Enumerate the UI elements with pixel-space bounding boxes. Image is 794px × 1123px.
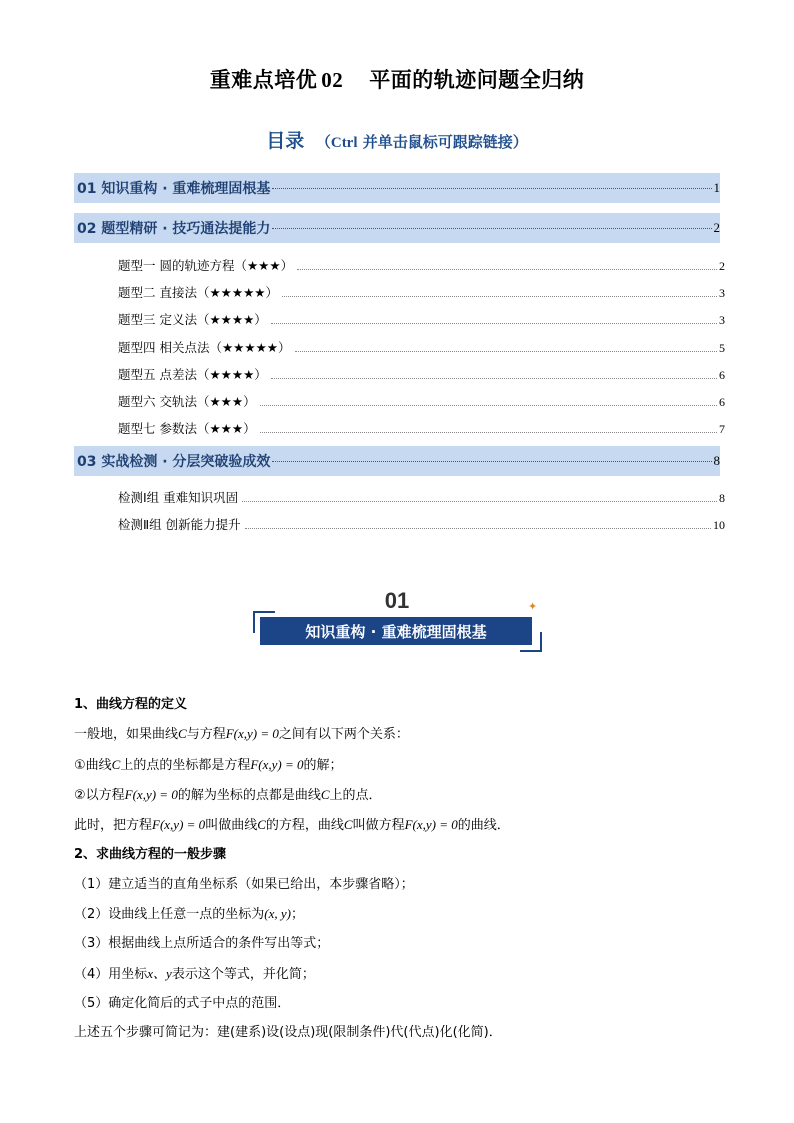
paragraph-relation-2: [74, 780, 724, 810]
toc-item-type4[interactable]: [118, 338, 725, 356]
text: ①曲线: [74, 757, 112, 773]
summary: 上述五个步骤可简记为：建(建系)设(设点)现(限制条件)代(代点)化(化简)．: [74, 1025, 502, 1041]
text: （4）用坐标: [74, 966, 148, 982]
toc-item-type1[interactable]: [118, 256, 725, 274]
toc-section-01[interactable]: [74, 173, 720, 203]
math-c: C: [343, 817, 353, 833]
toc-page-number: 1: [713, 180, 720, 195]
toc-page-number: 2: [713, 220, 720, 235]
toc-item-label: 检测Ⅱ组 创新能力提升: [118, 517, 241, 532]
content-body: [74, 690, 724, 1048]
text: 叫做方程: [352, 818, 405, 834]
toc-page-number: 5: [719, 341, 725, 355]
toc-page-number: 8: [719, 491, 725, 505]
paragraph-definition: [74, 719, 724, 749]
text: 此时，把方程: [74, 818, 153, 834]
paragraph-conclusion: [74, 810, 724, 840]
text: 与方程: [186, 727, 226, 743]
paragraph-relation-1: [74, 750, 724, 780]
text: 的解；: [303, 757, 343, 773]
toc-item-label: 题型六 交轨法（★★★）: [118, 394, 256, 409]
toc-item-label: 题型四 相关点法（★★★★★）: [118, 340, 291, 355]
toc-item-type5[interactable]: [118, 365, 725, 383]
math-f: F(x,y) = 0: [250, 756, 304, 772]
toc-item-test1[interactable]: [118, 488, 725, 506]
text: 上的点．: [329, 787, 382, 803]
toc-page-number: 2: [719, 259, 725, 273]
math-x-y: x、y: [147, 965, 172, 981]
text: 的解为坐标的点都是曲线: [177, 787, 321, 803]
step-4: [74, 959, 724, 989]
toc-item-label: 题型一 圆的轨迹方程（★★★）: [118, 258, 294, 273]
math-xy: (x, y): [264, 906, 291, 922]
toc-page-number: 3: [719, 313, 725, 327]
toc-note-rest: 并单击鼠标可跟踪链接）: [357, 133, 528, 151]
toc-page-number: 6: [719, 395, 725, 409]
toc-section-label: 01 知识重构 · 重难梳理固根基: [77, 181, 271, 197]
math-f: F(x,y) = 0: [404, 817, 458, 833]
toc-note: [316, 133, 528, 151]
toc-item-label: 题型五 点差法（★★★★）: [118, 367, 267, 382]
text: 上的点的坐标都是方程: [120, 757, 251, 773]
toc-note-ctrl: Ctrl: [330, 135, 358, 151]
text: 表示这个等式，并化简；: [171, 966, 315, 982]
step-1: （1）建立适当的直角坐标系（如果已给出，本步骤省略）；: [74, 876, 414, 892]
text: （2）设曲线上任意一点的坐标为: [74, 907, 265, 923]
toc-note-open: （: [315, 133, 331, 151]
math-f: F(x,y) = 0: [225, 726, 279, 742]
sparkle-icon: ✦: [528, 600, 538, 613]
math-c: C: [257, 817, 266, 833]
toc-item-label: 题型三 定义法（★★★★）: [118, 312, 267, 327]
step-5: （5）确定化简后的式子中点的范围．: [74, 995, 291, 1011]
toc-heading: [0, 126, 794, 153]
toc-page-number: 10: [713, 518, 725, 532]
toc-item-type6[interactable]: [118, 392, 725, 410]
heading-general-steps: 2、求曲线方程的一般步骤: [74, 847, 227, 863]
title-part1: 重难点培优: [209, 68, 318, 92]
toc-item-label: 题型七 参数法（★★★）: [118, 421, 256, 436]
heading-curve-equation-definition: 1、曲线方程的定义: [74, 697, 188, 712]
toc-page-number: 7: [719, 422, 725, 436]
text: ；: [290, 907, 304, 923]
math-f: F(x,y) = 0: [124, 786, 178, 802]
text: 的曲线．: [457, 818, 510, 834]
step-2: [74, 899, 724, 929]
math-f: F(x,y) = 0: [152, 817, 206, 833]
title-number: 02: [321, 68, 344, 92]
toc-item-type2[interactable]: [118, 283, 725, 301]
toc-item-label: 题型二 直接法（★★★★★）: [118, 285, 279, 300]
text: 之间有以下两个关系：: [278, 727, 409, 743]
toc-item-test2[interactable]: [118, 515, 725, 533]
toc-item-type3[interactable]: [118, 310, 725, 328]
toc-page-number: 8: [713, 453, 720, 468]
title-part2: 平面的轨迹问题全归纳: [369, 68, 585, 92]
text: 叫做曲线: [205, 818, 258, 834]
text: 的方程，曲线: [265, 818, 344, 834]
section-badge: 知识重构 · 重难梳理固根基: [260, 617, 532, 645]
section-badge-number: 01: [384, 588, 410, 613]
text: 一般地，如果曲线: [74, 727, 179, 743]
toc-item-type7[interactable]: [118, 419, 725, 437]
math-c: C: [111, 756, 121, 772]
toc-page-number: 6: [719, 368, 725, 382]
toc-heading-text: 目录: [266, 130, 305, 152]
text: ②以方程: [74, 787, 125, 803]
toc-page-number: 3: [719, 286, 725, 300]
toc-section-03[interactable]: [74, 446, 720, 476]
toc-section-label: 03 实战检测 · 分层突破验成效: [77, 454, 271, 470]
math-c: C: [320, 786, 330, 802]
step-3: （3）根据曲线上点所适合的条件写出等式；: [74, 936, 330, 952]
toc-section-02[interactable]: [74, 213, 720, 243]
toc-section-label: 02 题型精研 · 技巧通法提能力: [77, 221, 271, 237]
math-c: C: [178, 726, 187, 742]
page-title: [0, 64, 794, 94]
toc-item-label: 检测Ⅰ组 重难知识巩固: [118, 490, 239, 505]
